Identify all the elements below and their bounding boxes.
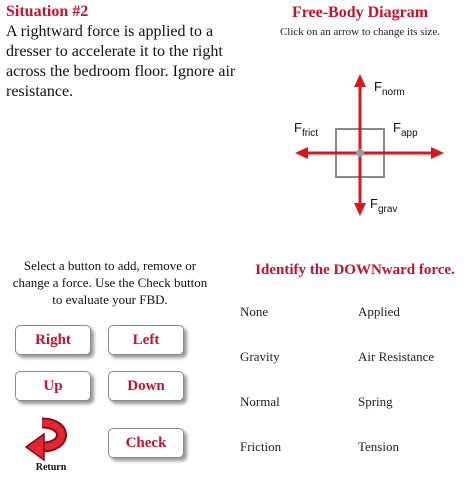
label-f-grav: $F_{grav}$ — [370, 196, 398, 215]
option-applied[interactable]: Applied — [358, 304, 400, 319]
question-prompt: Identify the DOWNward force. — [255, 262, 455, 278]
label-f-norm: $F_{norm}$ — [374, 79, 405, 98]
left-button[interactable]: Left — [108, 325, 184, 355]
option-tension[interactable]: Tension — [358, 439, 399, 454]
gravity-force-arrow[interactable] — [354, 153, 366, 216]
situation-description: A rightward force is applied to a dresser to accelerate it to the right across the bedroom floor. Ignore air resistance. — [6, 23, 236, 100]
label-f-app: $F_{app}$ — [393, 120, 418, 139]
check-button[interactable]: Check — [108, 428, 184, 458]
friction-force-arrow[interactable] — [295, 147, 360, 159]
option-friction[interactable]: Friction — [240, 439, 282, 454]
down-button[interactable]: Down — [108, 371, 184, 401]
situation-title: Situation #2 — [6, 3, 89, 20]
option-normal[interactable]: Normal — [240, 394, 280, 409]
free-body-diagram — [260, 60, 474, 230]
applied-force-arrow[interactable] — [360, 147, 444, 159]
option-air-resistance[interactable]: Air Resistance — [358, 349, 435, 364]
return-label[interactable]: Return — [35, 462, 67, 473]
right-button[interactable]: Right — [15, 325, 91, 355]
fbd-instruction: Click on an arrow to change its size. — [279, 26, 441, 38]
option-none[interactable]: None — [240, 304, 269, 319]
normal-force-arrow[interactable] — [354, 74, 366, 153]
return-icon[interactable] — [24, 415, 74, 461]
center-point — [356, 149, 364, 157]
fbd-title: Free-Body Diagram — [291, 4, 429, 21]
up-button[interactable]: Up — [15, 371, 91, 401]
control-instructions: Select a button to add, remove or change a force. Use the Check button to evaluate your FBD. — [12, 258, 208, 307]
option-spring[interactable]: Spring — [358, 394, 393, 409]
label-f-frict: $F_{frict}$ — [294, 120, 319, 139]
option-gravity[interactable]: Gravity — [240, 349, 280, 364]
